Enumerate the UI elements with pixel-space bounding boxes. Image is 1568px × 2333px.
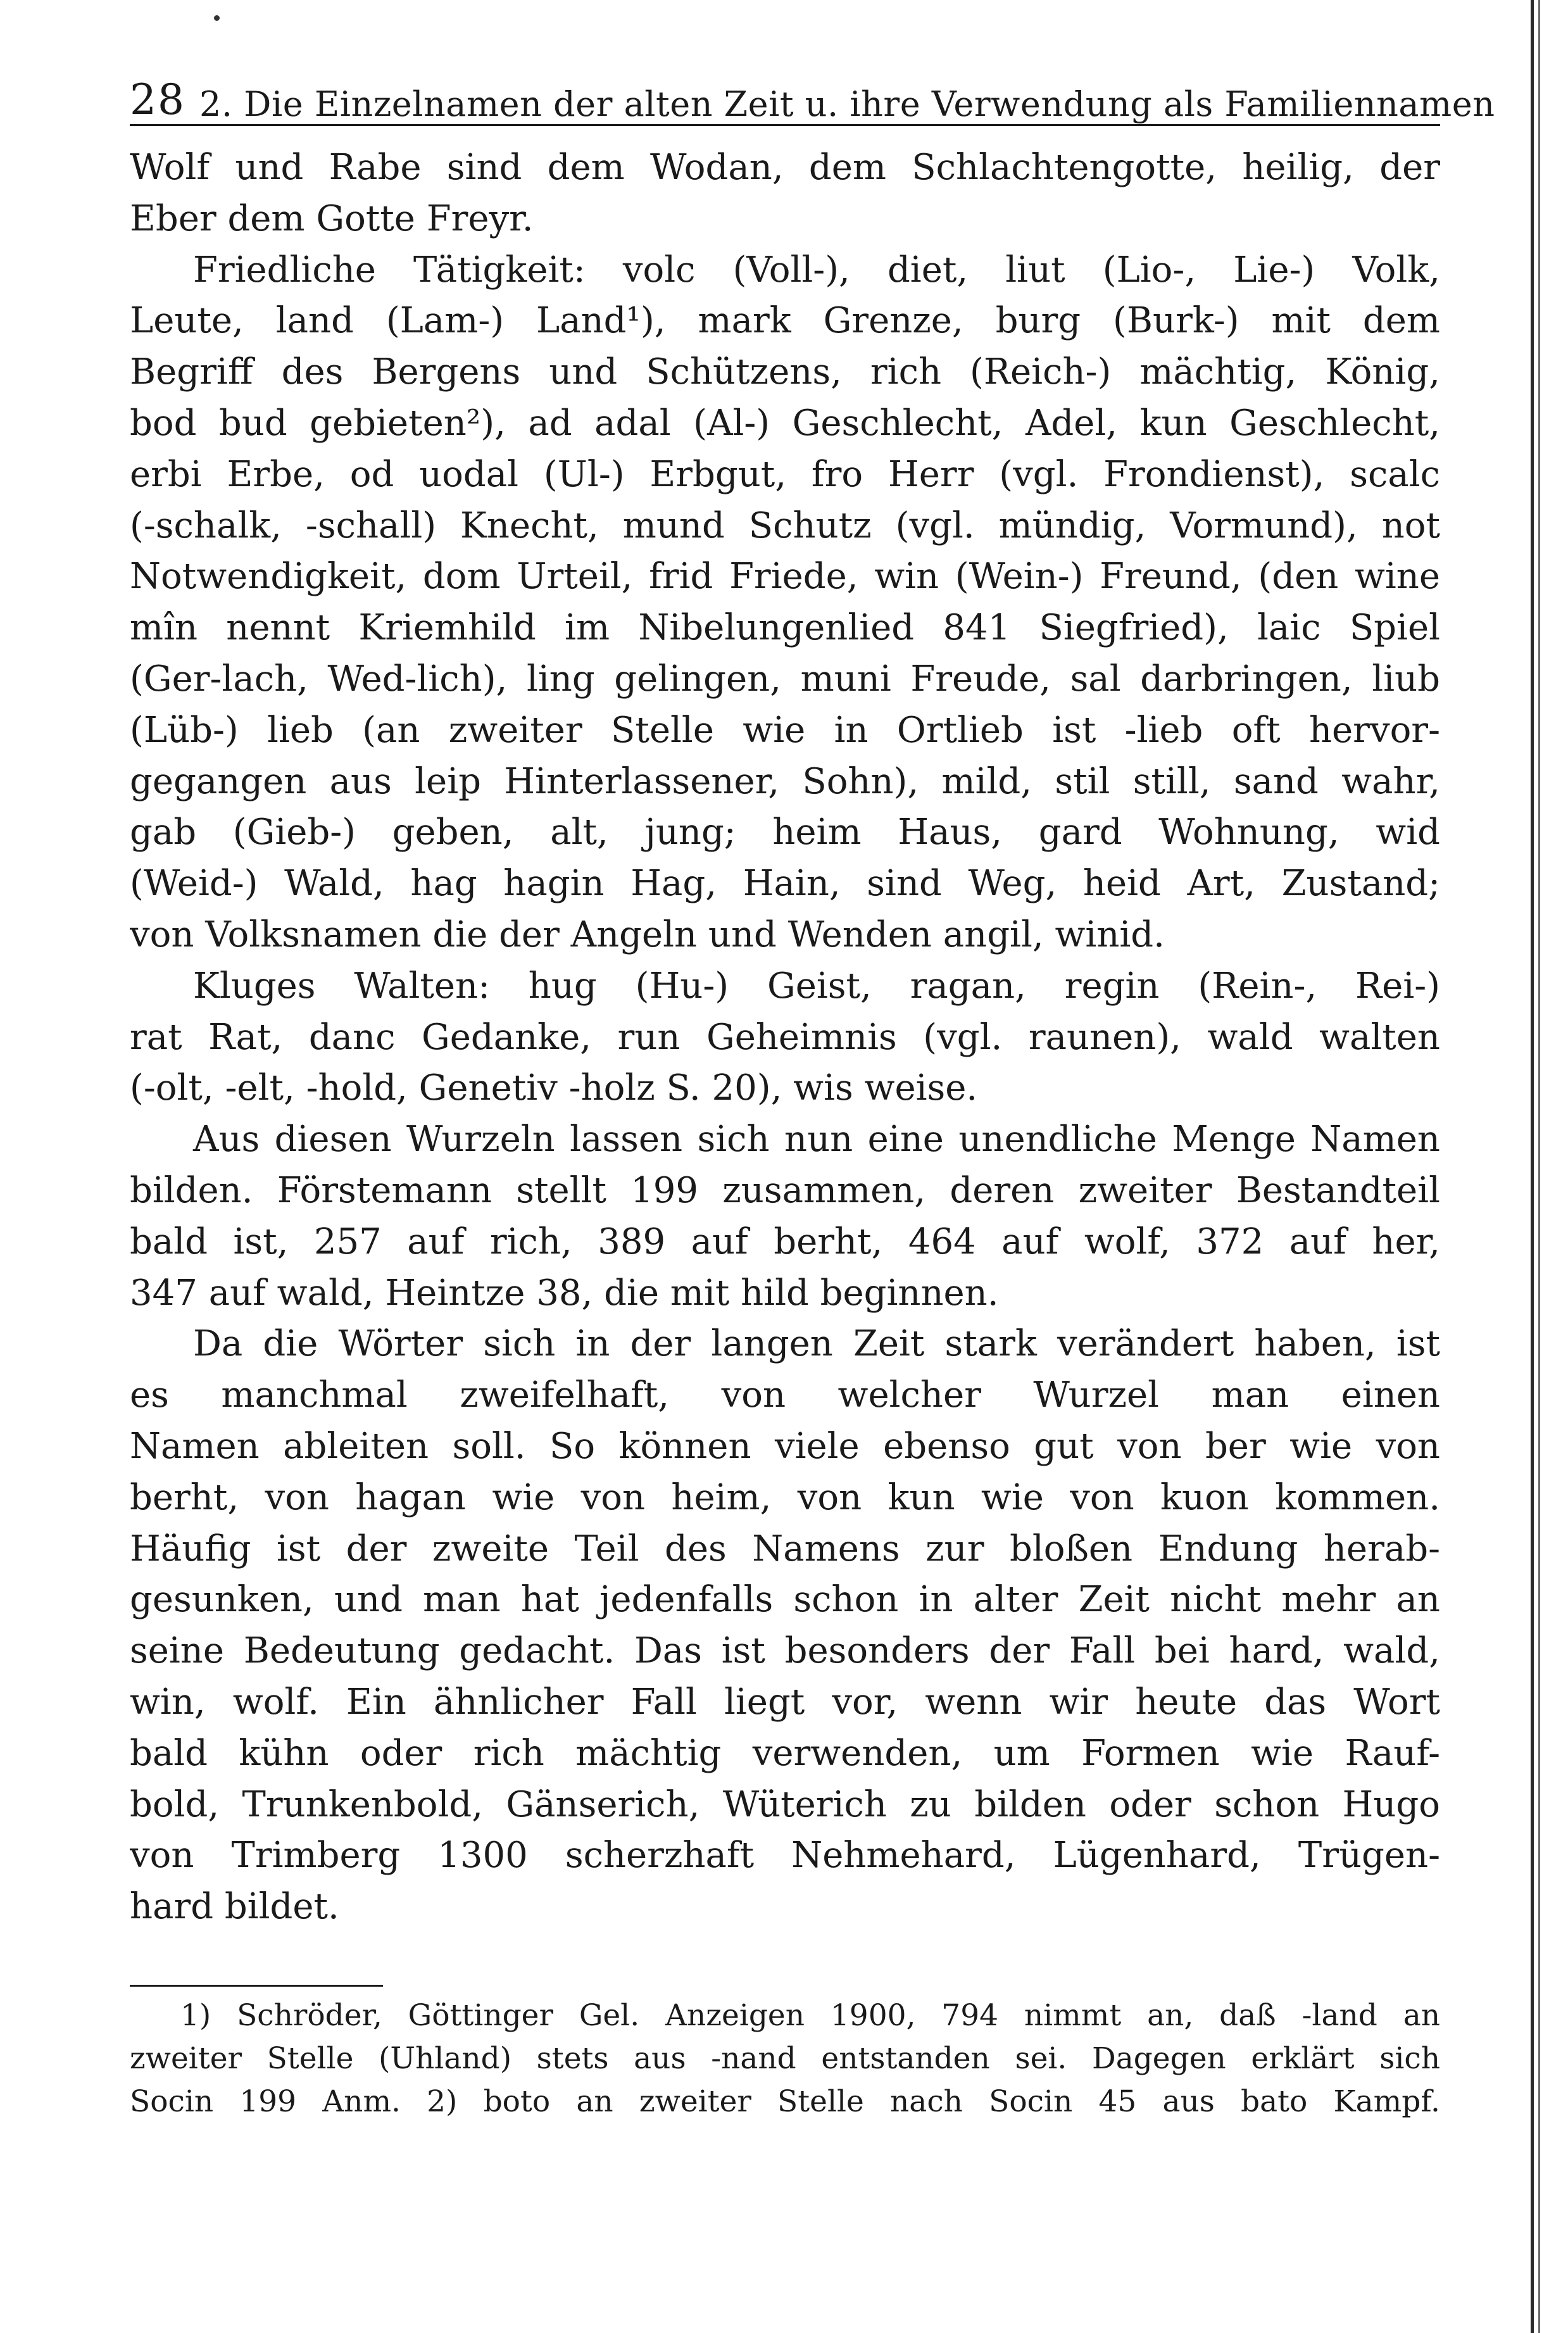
text-line: mîn nennt Kriemhild im Nibelungenlied 841 Siegfried), laic Spiel [130, 607, 1440, 649]
text-line: Namen ableiten soll. So können viele ebenso gut von ber wie von [130, 1425, 1440, 1467]
text-line: gegangen aus leip Hinterlassener, Sohn), mild, stil still, sand wahr, [130, 760, 1440, 802]
text-line: bald ist, 257 auf rich, 389 auf berht, 464 auf wolf, 372 auf her, [130, 1221, 1440, 1262]
text-line: Leute, land (Lam-) Land¹), mark Grenze, burg (Burk-) mit dem [130, 300, 1440, 342]
text-line: seine Bedeutung gedacht. Das ist besonders der Fall bei hard, wald, [130, 1630, 1440, 1672]
text-line: Aus diesen Wurzeln lassen sich nun eine unendliche Menge Namen [193, 1119, 1440, 1160]
text-line: berht, von hagan wie von heim, von kun wie von kuon kommen. [130, 1476, 1440, 1518]
text-line: Da die Wörter sich in der langen Zeit stark verändert haben, ist [193, 1323, 1440, 1365]
footnotes [130, 1994, 1440, 2123]
text-line: bilden. Förstemann stellt 199 zusammen, deren zweiter Bestandteil [130, 1169, 1440, 1211]
text-line: Notwendigkeit, dom Urteil, frid Friede, win (Wein-) Freund, (den wine [130, 556, 1440, 598]
text-line: Begriff des Bergens und Schützens, rich (Reich-) mächtig, König, [130, 351, 1440, 393]
text-line: Eber dem Gotte Freyr. [130, 198, 534, 239]
footnote-line: zweiter Stelle (Uhland) stets aus -nand entstanden sei. Dagegen erklärt sich [130, 2041, 1440, 2076]
running-header [130, 63, 1495, 126]
footnote-line: 1) Schröder, Göttinger Gel. Anzeigen 1900, 794 nimmt an, daß -land an [180, 1998, 1440, 2033]
text-line: (-schalk, -schall) Knecht, mund Schutz (vgl. mündig, Vormund), not [130, 505, 1440, 546]
text-line: 347 auf wald, Heintze 38, die mit hild beginnen. [130, 1272, 999, 1314]
text-line: Kluges Walten: hug (Hu-) Geist, ragan, regin (Rein-, Rei-) [193, 965, 1440, 1007]
footnote-rule [130, 1985, 383, 1987]
text-line: bold, Trunkenbold, Gänserich, Wüterich zu bilden oder schon Hugo [130, 1783, 1440, 1825]
text-line: von Trimberg 1300 scherzhaft Nehmehard, Lügenhard, Trügen- [130, 1835, 1440, 1877]
text-line: (Weid-) Wald, hag hagin Hag, Hain, sind Weg, heid Art, Zustand; [130, 863, 1440, 905]
page-edge-line [1531, 0, 1534, 2333]
text-line: Friedliche Tätigkeit: volc (Voll-), diet, liut (Lio-, Lie-) Volk, [193, 249, 1440, 291]
text-line: Wolf und Rabe sind dem Wodan, dem Schlachtengotte, heilig, der [130, 147, 1440, 188]
text-line: Häufig ist der zweite Teil des Namens zur bloßen Endung herab- [130, 1528, 1440, 1569]
page-edge-line-inner [1538, 0, 1540, 2333]
main-text [130, 142, 1440, 1933]
text-line: es manchmal zweifelhaft, von welcher Wurzel man einen [130, 1374, 1440, 1416]
ink-dot [214, 15, 220, 21]
text-line: gesunken, und man hat jedenfalls schon in alter Zeit nicht mehr an [130, 1579, 1440, 1621]
text-line: (-olt, -elt, -hold, Genetiv -holz S. 20), wis weise. [130, 1067, 978, 1109]
page-number: 28 [130, 75, 185, 124]
text-line: bald kühn oder rich mächtig verwenden, um Formen wie Rauf- [130, 1732, 1440, 1774]
text-line: bod bud gebieten²), ad adal (Al-) Geschlecht, Adel, kun Geschlecht, [130, 402, 1440, 444]
text-line: gab (Gieb-) geben, alt, jung; heim Haus, gard Wohnung, wid [130, 812, 1440, 853]
text-line: (Ger-lach, Wed-lich), ling gelingen, muni Freude, sal darbringen, liub [130, 658, 1440, 700]
text-line: (Lüb-) lieb (an zweiter Stelle wie in Ortlieb ist -lieb oft hervor- [130, 709, 1440, 751]
text-line: erbi Erbe, od uodal (Ul-) Erbgut, fro Herr (vgl. Frondienst), scalc [130, 453, 1440, 495]
footnote-line: Socin 199 Anm. 2) boto an zweiter Stelle nach Socin 45 aus bato Kampf. [130, 2084, 1440, 2119]
text-line: rat Rat, danc Gedanke, run Geheimnis (vgl. raunen), wald walten [130, 1016, 1440, 1058]
text-line: win, wolf. Ein ähnlicher Fall liegt vor, wenn wir heute das Wort [130, 1681, 1440, 1723]
text-line: von Volksnamen die der Angeln und Wenden angil, winid. [130, 914, 1165, 955]
running-title: 2. Die Einzelnamen der alten Zeit u. ihre Verwendung als Familiennamen [199, 84, 1495, 124]
text-line: hard bildet. [130, 1886, 339, 1928]
